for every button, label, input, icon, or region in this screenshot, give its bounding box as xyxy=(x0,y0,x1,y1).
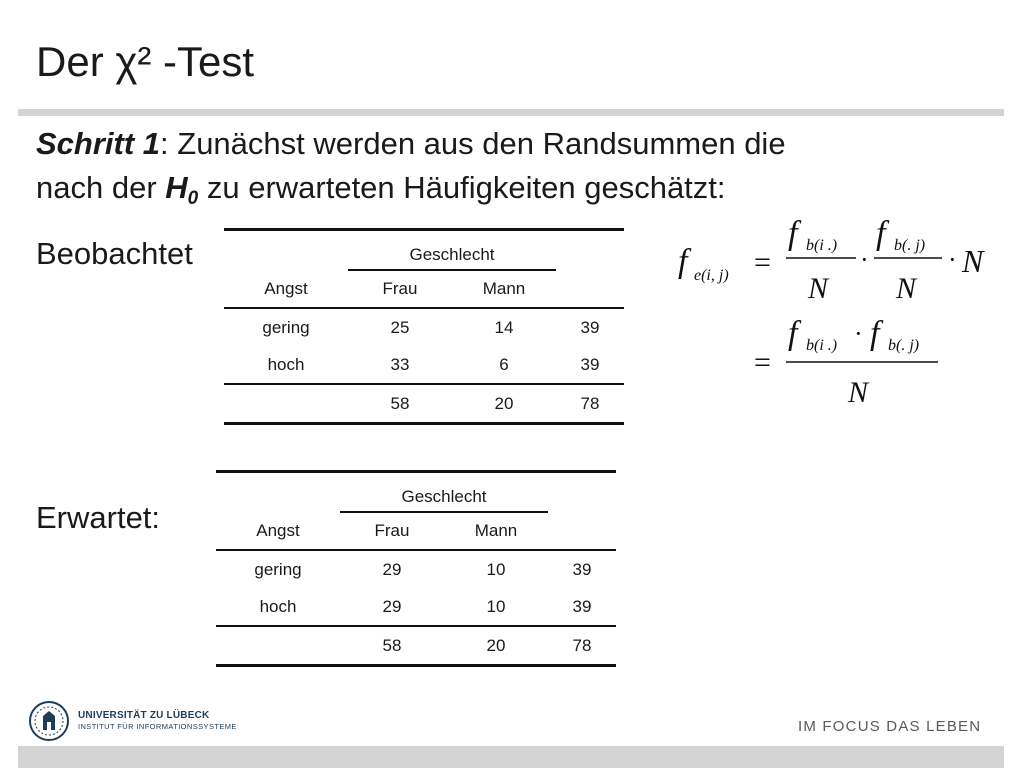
formula-f: f xyxy=(788,215,798,252)
formula-f: f xyxy=(788,315,798,352)
university-seal-icon xyxy=(28,700,70,742)
formula-N: N xyxy=(896,272,917,305)
slide-title: Der χ² -Test xyxy=(36,38,255,85)
observed-row-name: hoch xyxy=(267,354,305,374)
hypothesis-symbol: H xyxy=(165,170,188,205)
observed-row-total: 39 xyxy=(556,308,624,346)
observed-cell: 6 xyxy=(499,354,509,374)
observed-cell: 25 xyxy=(348,308,452,346)
observed-total-row xyxy=(224,384,624,424)
expected-row-name: hoch xyxy=(259,596,297,616)
formula-bi-subscript: b(i .) xyxy=(806,337,838,354)
footer-bar xyxy=(18,746,1004,768)
formula-N: N xyxy=(962,243,984,279)
intro-line2-prefix: nach der xyxy=(36,170,166,205)
expected-col-header: Frau xyxy=(340,512,444,550)
expected-col-header: Mann xyxy=(444,512,548,550)
observed-row-var: Angst xyxy=(264,278,308,298)
university-name: UNIVERSITÄT ZU LÜBECK xyxy=(78,710,210,721)
expected-row-var: Angst xyxy=(256,520,300,540)
observed-col-total: 58 xyxy=(348,384,452,424)
observed-grand-total: 78 xyxy=(556,384,624,424)
observed-row-total: 39 xyxy=(580,354,600,374)
expected-cell: 10 xyxy=(444,550,548,588)
formula-dot: · xyxy=(854,319,863,348)
step-label: Schritt 1 xyxy=(36,126,161,161)
formula-dot: · xyxy=(948,245,957,274)
institute-name: INSTITUT FÜR INFORMATIONSSYSTEME xyxy=(78,722,237,731)
expected-col-total: 58 xyxy=(340,626,444,666)
observed-cell: 14 xyxy=(452,308,556,346)
observed-col-header: Mann xyxy=(452,270,556,308)
formula-f: f xyxy=(876,215,886,252)
formula-bj-subscript: b(. j) xyxy=(894,237,926,254)
formula-e-subscript: e(i, j) xyxy=(694,267,729,284)
observed-row xyxy=(224,346,624,384)
observed-cell: 33 xyxy=(390,354,410,374)
formula-f: f xyxy=(870,315,880,352)
intro-line1: : Zunächst werden aus den Randsummen die xyxy=(160,126,786,161)
formula-bi-subscript: b(i .) xyxy=(806,237,838,254)
expected-row-total: 39 xyxy=(548,550,616,588)
expected-table xyxy=(216,470,616,667)
intro-text xyxy=(36,122,996,210)
expected-frequency-formula xyxy=(668,208,998,418)
formula-N: N xyxy=(808,272,829,305)
title-divider xyxy=(18,109,1004,116)
formula-equals: = xyxy=(754,346,771,379)
expected-col-total: 20 xyxy=(444,626,548,666)
formula-equals: = xyxy=(754,246,771,279)
observed-col-header: Frau xyxy=(348,270,452,308)
expected-grand-total: 78 xyxy=(548,626,616,666)
expected-total-row xyxy=(216,626,616,666)
university-logo xyxy=(28,700,237,742)
observed-label: Beobachtet xyxy=(36,236,193,271)
expected-row-total: 39 xyxy=(572,596,592,616)
intro-line2-rest: zu erwarteten Häufigkeiten geschätzt: xyxy=(198,170,726,205)
expected-row-name: gering xyxy=(216,550,340,588)
observed-table xyxy=(224,228,624,425)
expected-cell: 10 xyxy=(486,596,506,616)
hypothesis-subscript: 0 xyxy=(187,188,199,209)
formula-dot: · xyxy=(860,245,869,274)
observed-row-name: gering xyxy=(224,308,348,346)
observed-col-total: 20 xyxy=(452,384,556,424)
expected-group-header: Geschlecht xyxy=(401,487,487,506)
observed-row xyxy=(224,308,624,346)
expected-row xyxy=(216,550,616,588)
expected-label: Erwartet: xyxy=(36,500,161,535)
formula-bj-subscript: b(. j) xyxy=(888,337,920,354)
formula-f: f xyxy=(678,243,688,280)
expected-cell: 29 xyxy=(382,596,402,616)
formula-N: N xyxy=(848,376,869,409)
slogan: IM FOCUS DAS LEBEN xyxy=(798,718,982,735)
expected-cell: 29 xyxy=(340,550,444,588)
expected-row xyxy=(216,588,616,626)
observed-group-header: Geschlecht xyxy=(409,245,495,264)
